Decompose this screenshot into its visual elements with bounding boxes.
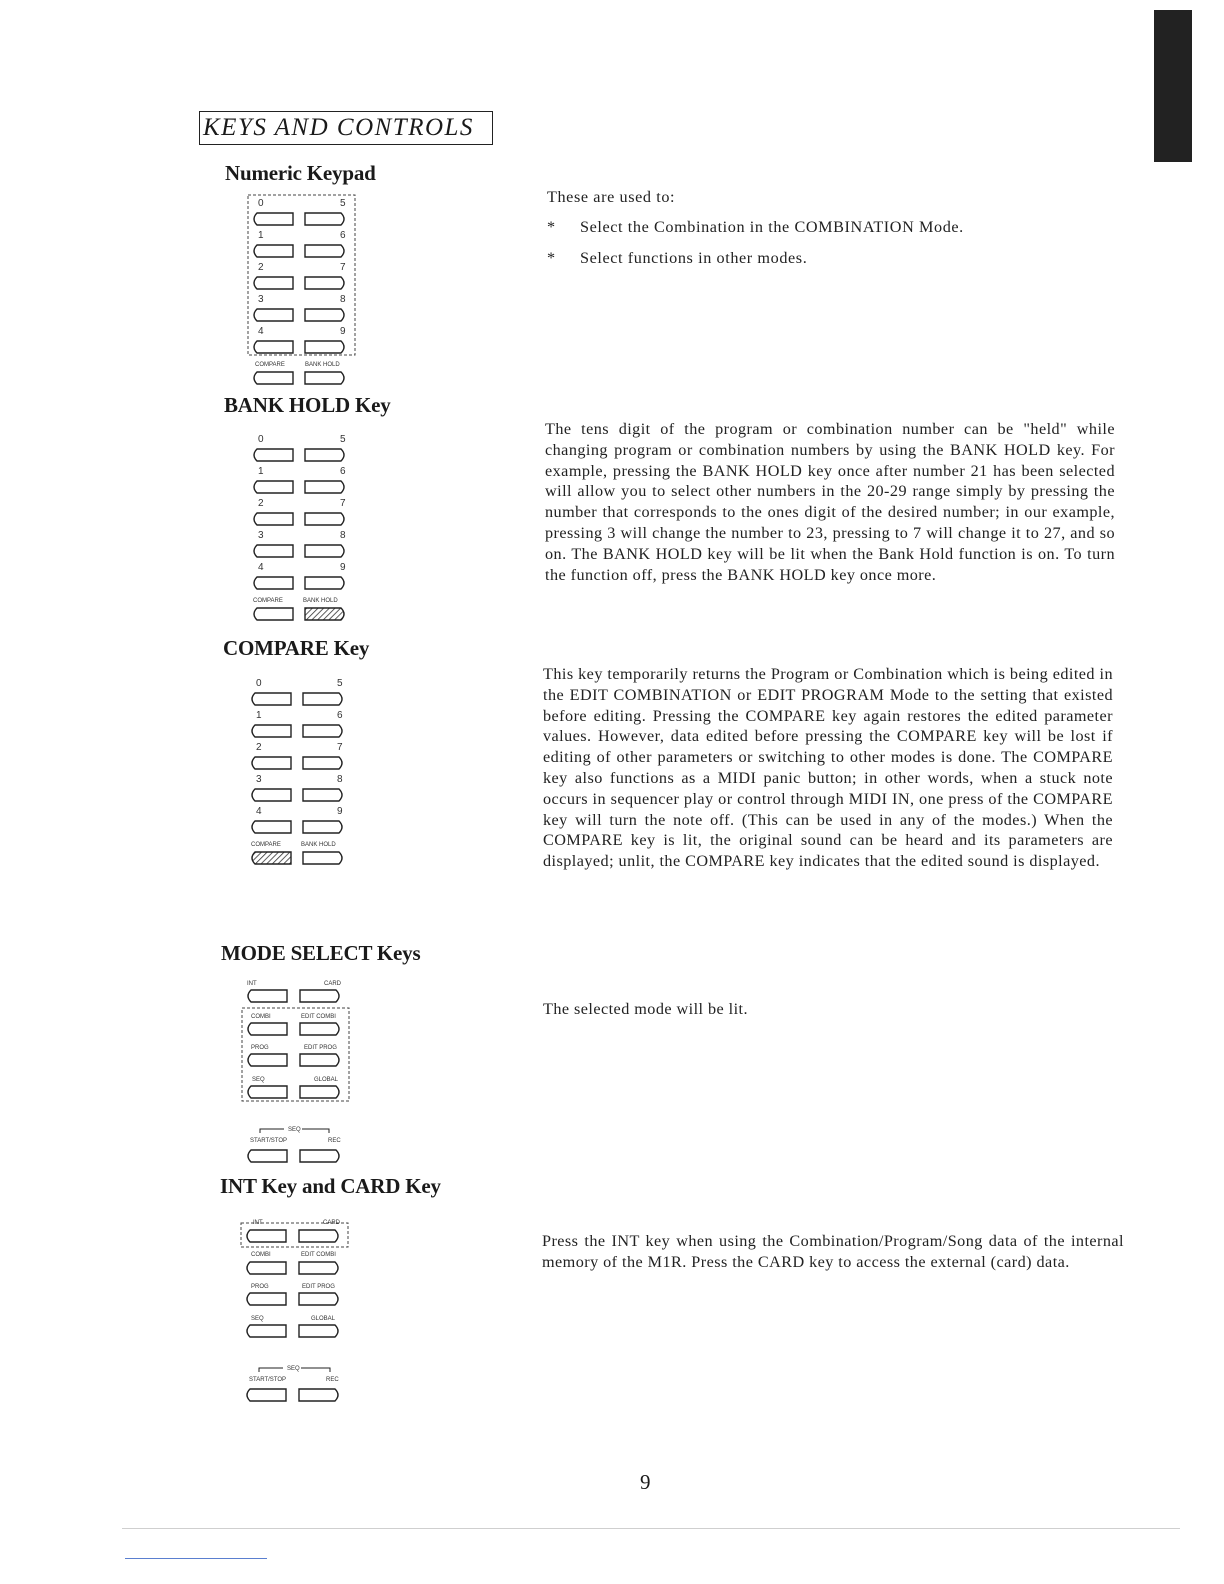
key-8[interactable] [305, 545, 344, 557]
numeric-keypad-diagram [243, 192, 363, 397]
key-4[interactable] [254, 341, 293, 353]
rec-key[interactable] [299, 1389, 338, 1401]
card-key-label: CARD [324, 981, 342, 987]
key-8[interactable] [305, 309, 344, 321]
compare-key[interactable] [254, 608, 293, 620]
compare-key-label: COMPARE [253, 598, 283, 604]
bank-hold-key-label: BANK HOLD [303, 598, 338, 604]
key-9[interactable] [305, 341, 344, 353]
key-label: 7 [337, 742, 343, 753]
key-9[interactable] [305, 577, 344, 589]
key-label: 2 [258, 498, 264, 509]
bank-hold-key-label: BANK HOLD [305, 362, 340, 368]
key-label: 5 [340, 198, 346, 209]
combi-key[interactable] [248, 1023, 287, 1035]
edit-prog-key[interactable] [299, 1293, 338, 1305]
int-card-diagram [237, 1214, 357, 1414]
edit-combi-key-label: EDIT COMBI [301, 1252, 336, 1258]
compare-key-label: COMPARE [255, 362, 285, 368]
bullet-marker: * [547, 218, 556, 236]
key-label: 8 [340, 294, 346, 305]
rec-key[interactable] [300, 1150, 339, 1162]
card-key[interactable] [300, 990, 339, 1002]
key-3[interactable] [252, 789, 291, 801]
key-label: 0 [258, 198, 264, 209]
key-label: 9 [337, 806, 343, 817]
edit-prog-key[interactable] [300, 1054, 339, 1066]
card-key[interactable] [299, 1230, 338, 1242]
key-3[interactable] [254, 545, 293, 557]
compare-description: This key temporarily returns the Program or Combination which is being edited in the EDIT COMBINATION or EDIT PROGRAM Mode to the setting that existed before editing. Pressing the COMPARE key again restores the edited parameter values. However, data edited before pressing the COMPARE key will be lost if editing of other parameters or switching to other modes is done. The COMPARE key also functions as a MIDI panic button; in other words, when a stuck note occurs in sequencer play or control through MIDI IN, one press of the COMPARE key will turn the note off. (This can be used in any of the modes.) When the COMPARE key is lit, the original sound can be heard and its parameters are displayed; unlit, the COMPARE key indicates that the edited sound is displayed. [543, 665, 1113, 871]
compare-diagram [243, 672, 363, 877]
key-7[interactable] [305, 277, 344, 289]
compare-heading: COMPARE Key [223, 636, 370, 660]
footer-link-underline [125, 1558, 267, 1559]
bank-hold-heading: BANK HOLD Key [224, 393, 391, 417]
key-label: 3 [256, 774, 262, 785]
mode-select-diagram [238, 975, 358, 1175]
key-5[interactable] [303, 693, 342, 705]
page-edge-tab [1154, 10, 1192, 162]
key-4[interactable] [252, 821, 291, 833]
seq-group-label: SEQ [287, 1366, 300, 1372]
key-0[interactable] [254, 449, 293, 461]
mode-select-description: The selected mode will be lit. [543, 1000, 748, 1018]
key-6[interactable] [303, 725, 342, 737]
start-stop-key-label: START/STOP [250, 1138, 288, 1144]
card-key-label: CARD [323, 1220, 341, 1226]
prog-key[interactable] [247, 1293, 286, 1305]
key-label: 1 [258, 230, 264, 241]
key-label: 2 [258, 262, 264, 273]
key-label: 3 [258, 530, 264, 541]
seq-bracket-left [259, 1368, 283, 1372]
int-key-label: INT [247, 981, 257, 987]
numeric-keypad-heading: Numeric Keypad [225, 161, 376, 185]
key-7[interactable] [305, 513, 344, 525]
prog-key[interactable] [248, 1054, 287, 1066]
global-key[interactable] [300, 1086, 339, 1098]
key-label: 4 [256, 806, 262, 817]
bank-hold-key-lit[interactable] [305, 608, 344, 620]
bullet-item [547, 218, 1107, 240]
bank-hold-keypad-svg [243, 428, 363, 628]
bullet-text: Select functions in other modes. [580, 249, 808, 267]
seq-bracket-right [301, 1368, 330, 1372]
key-0[interactable] [254, 213, 293, 225]
edit-combi-key[interactable] [299, 1262, 338, 1274]
edit-prog-key-label: EDIT PROG [304, 1045, 337, 1051]
edit-combi-key[interactable] [300, 1023, 339, 1035]
bank-hold-description: The tens digit of the program or combination number can be "held" while changing program or combination numbers by using the BANK HOLD key. For example, pressing the BANK HOLD key once after number 21 has been selected will allow you to select other numbers in the 20-29 range simply by pressing the number that corresponds to the ones digit of the desired number; in our example, pressing 3 will change the number to 23, pressing to 7 will change it to 27, and so on. The BANK HOLD key will be lit when the Bank Hold function is on. To turn the function off, press the BANK HOLD key once more. [545, 420, 1115, 584]
global-key[interactable] [299, 1325, 338, 1337]
key-label: 1 [258, 466, 264, 477]
compare-keypad-svg [243, 672, 363, 872]
start-stop-key[interactable] [248, 1150, 287, 1162]
key-label: 8 [340, 530, 346, 541]
edit-combi-key-label: EDIT COMBI [301, 1014, 336, 1020]
numeric-keypad-svg [243, 192, 363, 392]
key-1[interactable] [254, 245, 293, 257]
key-5[interactable] [305, 449, 344, 461]
section-title: KEYS AND CONTROLS [199, 111, 493, 145]
key-label: 5 [337, 678, 343, 689]
key-label: 5 [340, 434, 346, 445]
key-label: 6 [340, 466, 346, 477]
key-5[interactable] [305, 213, 344, 225]
key-2[interactable] [254, 277, 293, 289]
combi-key-label: COMBI [251, 1252, 271, 1258]
edit-prog-key-label: EDIT PROG [302, 1284, 335, 1290]
bank-hold-key[interactable] [303, 852, 342, 864]
bullet-marker: * [547, 249, 556, 267]
key-label: 4 [258, 326, 264, 337]
key-label: 0 [258, 434, 264, 445]
footer-rule [122, 1528, 1180, 1529]
seq-key-label: SEQ [252, 1077, 265, 1083]
global-key-label: GLOBAL [314, 1077, 339, 1083]
key-4[interactable] [254, 577, 293, 589]
key-1[interactable] [252, 725, 291, 737]
key-label: 1 [256, 710, 262, 721]
bank-hold-key-label: BANK HOLD [301, 842, 336, 848]
rec-key-label: REC [328, 1138, 341, 1144]
numeric-keypad-intro: These are used to: [547, 188, 676, 206]
key-label: 2 [256, 742, 262, 753]
key-label: 9 [340, 562, 346, 573]
compare-key-lit[interactable] [252, 852, 291, 864]
bullet-text: Select the Combination in the COMBINATION Mode. [580, 218, 964, 236]
int-card-svg [237, 1214, 357, 1409]
int-key-label: INT [253, 1220, 263, 1226]
key-label: 6 [340, 230, 346, 241]
key-7[interactable] [303, 757, 342, 769]
key-2[interactable] [254, 513, 293, 525]
combi-key-label: COMBI [251, 1014, 271, 1020]
key-label: 8 [337, 774, 343, 785]
rec-key-label: REC [326, 1377, 339, 1383]
key-8[interactable] [303, 789, 342, 801]
compare-key[interactable] [254, 372, 293, 384]
key-label: 0 [256, 678, 262, 689]
int-key[interactable] [247, 1230, 286, 1242]
prog-key-label: PROG [251, 1045, 269, 1051]
int-card-heading: INT Key and CARD Key [220, 1174, 441, 1198]
int-key[interactable] [248, 990, 287, 1002]
compare-key-label: COMPARE [251, 842, 281, 848]
key-label: 6 [337, 710, 343, 721]
key-label: 3 [258, 294, 264, 305]
page-number: 9 [640, 1470, 651, 1494]
seq-key-label: SEQ [251, 1316, 264, 1322]
key-3[interactable] [254, 309, 293, 321]
seq-bracket-left [260, 1129, 284, 1133]
int-card-description: Press the INT key when using the Combination/Program/Song data of the internal memory of the M1R. Press the CARD key to access the external (card) data. [542, 1232, 1124, 1271]
start-stop-key-label: START/STOP [249, 1377, 287, 1383]
seq-key[interactable] [247, 1325, 286, 1337]
key-6[interactable] [305, 245, 344, 257]
seq-group-label: SEQ [288, 1127, 301, 1133]
key-9[interactable] [303, 821, 342, 833]
key-label: 7 [340, 498, 346, 509]
mode-select-svg [238, 975, 358, 1170]
key-6[interactable] [305, 481, 344, 493]
seq-bracket-right [302, 1129, 329, 1133]
key-label: 4 [258, 562, 264, 573]
global-key-label: GLOBAL [311, 1316, 336, 1322]
key-2[interactable] [252, 757, 291, 769]
prog-key-label: PROG [251, 1284, 269, 1290]
key-label: 9 [340, 326, 346, 337]
key-label: 7 [340, 262, 346, 273]
mode-select-heading: MODE SELECT Keys [221, 941, 421, 965]
bullet-item [547, 249, 1107, 271]
combi-key[interactable] [247, 1262, 286, 1274]
start-stop-key[interactable] [247, 1389, 286, 1401]
key-0[interactable] [252, 693, 291, 705]
bank-hold-diagram [243, 428, 363, 633]
seq-key[interactable] [248, 1086, 287, 1098]
key-1[interactable] [254, 481, 293, 493]
bank-hold-key[interactable] [305, 372, 344, 384]
